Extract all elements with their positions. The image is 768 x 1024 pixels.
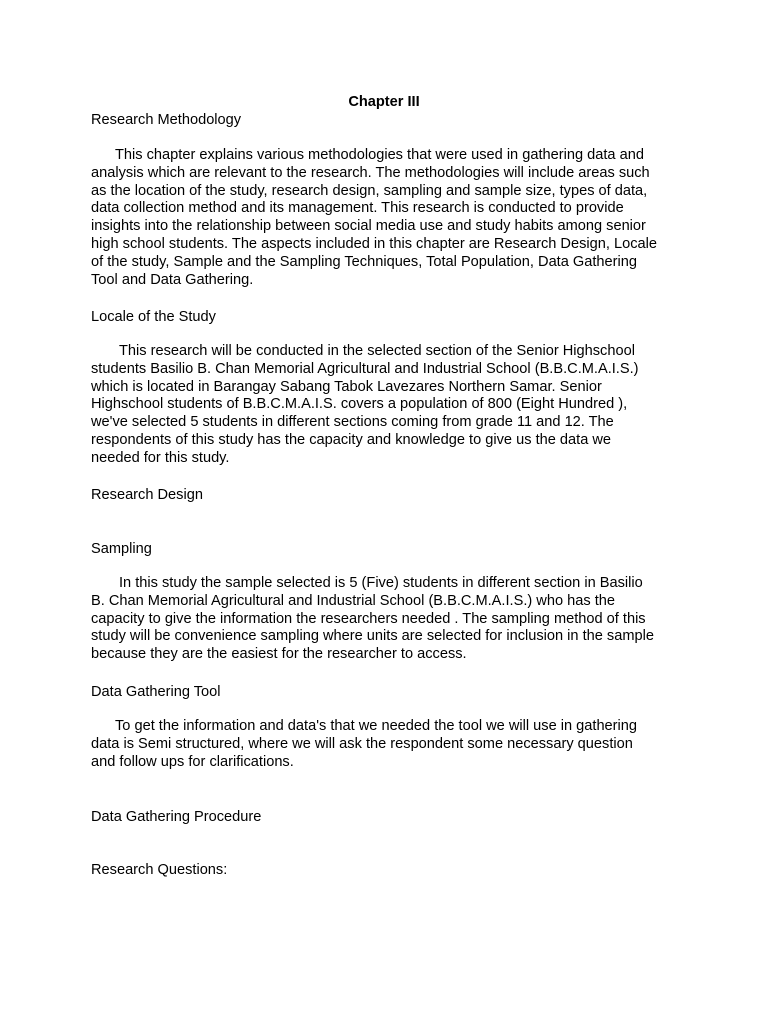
locale-paragraph	[91, 343, 687, 468]
chapter-title: Chapter III	[348, 94, 420, 110]
paragraph-line: data collection method and its management. This research is conducted to provide	[91, 200, 624, 217]
paragraph-line: analysis which are relevant to the research. The methodologies will include areas such	[91, 164, 650, 181]
data-gathering-tool-paragraph	[91, 718, 687, 771]
data-gathering-tool-heading: Data Gathering Tool	[91, 684, 221, 700]
paragraph-line: because they are the easiest for the researcher to access.	[91, 646, 467, 663]
research-design-heading: Research Design	[91, 487, 203, 503]
paragraph-line: we've selected 5 students in different sections coming from grade 11 and 12. The	[91, 414, 614, 431]
paragraph-line: high school students. The aspects included in this chapter are Research Design, Locale	[91, 235, 657, 252]
section-title: Research Methodology	[91, 112, 242, 128]
paragraph-line: This chapter explains various methodologies that were used in gathering data and	[115, 147, 644, 163]
paragraph-line: B. Chan Memorial Agricultural and Industrial School (B.B.C.M.A.I.S.) who has the	[91, 592, 615, 609]
paragraph-line: This research will be conducted in the selected section of the Senior Highschool	[119, 343, 635, 359]
research-questions-heading: Research Questions:	[91, 862, 228, 878]
paragraph-line: as the location of the study, research design, sampling and sample size, types of data,	[91, 182, 648, 199]
paragraph-line: data is Semi structured, where we will ask the respondent some necessary question	[91, 735, 633, 752]
paragraph-line: needed for this study.	[91, 449, 230, 466]
sampling-heading: Sampling	[91, 541, 152, 557]
paragraph-line: respondents of this study has the capacity and knowledge to give us the data we	[91, 431, 612, 448]
paragraph-line: of the study, Sample and the Sampling Techniques, Total Population, Data Gathering	[91, 253, 637, 270]
data-gathering-procedure-heading: Data Gathering Procedure	[91, 809, 262, 825]
paragraph-line: capacity to give the information the researchers needed . The sampling method of this	[91, 610, 646, 627]
sampling-paragraph	[91, 575, 687, 664]
paragraph-line: In this study the sample selected is 5 (Five) students in different section in Basilio	[119, 575, 643, 591]
paragraph-line: which is located in Barangay Sabang Tabok Lavezares Northern Samar. Senior	[91, 378, 602, 395]
paragraph-line: students Basilio B. Chan Memorial Agricultural and Industrial School (B.B.C.M.A.I.S.)	[91, 360, 639, 377]
paragraph-line: Tool and Data Gathering.	[91, 271, 254, 288]
intro-paragraph	[91, 147, 687, 289]
paragraph-line: and follow ups for clarifications.	[91, 753, 294, 770]
paragraph-line: study will be convenience sampling where units are selected for inclusion in the sample	[91, 628, 654, 645]
paragraph-line: Highschool students of B.B.C.M.A.I.S. covers a population of 800 (Eight Hundred ),	[91, 396, 628, 413]
paragraph-line: insights into the relationship between social media use and study habits among senior	[91, 218, 646, 235]
paragraph-line: To get the information and data's that we needed the tool we will use in gathering	[115, 718, 638, 734]
locale-heading: Locale of the Study	[91, 309, 216, 325]
